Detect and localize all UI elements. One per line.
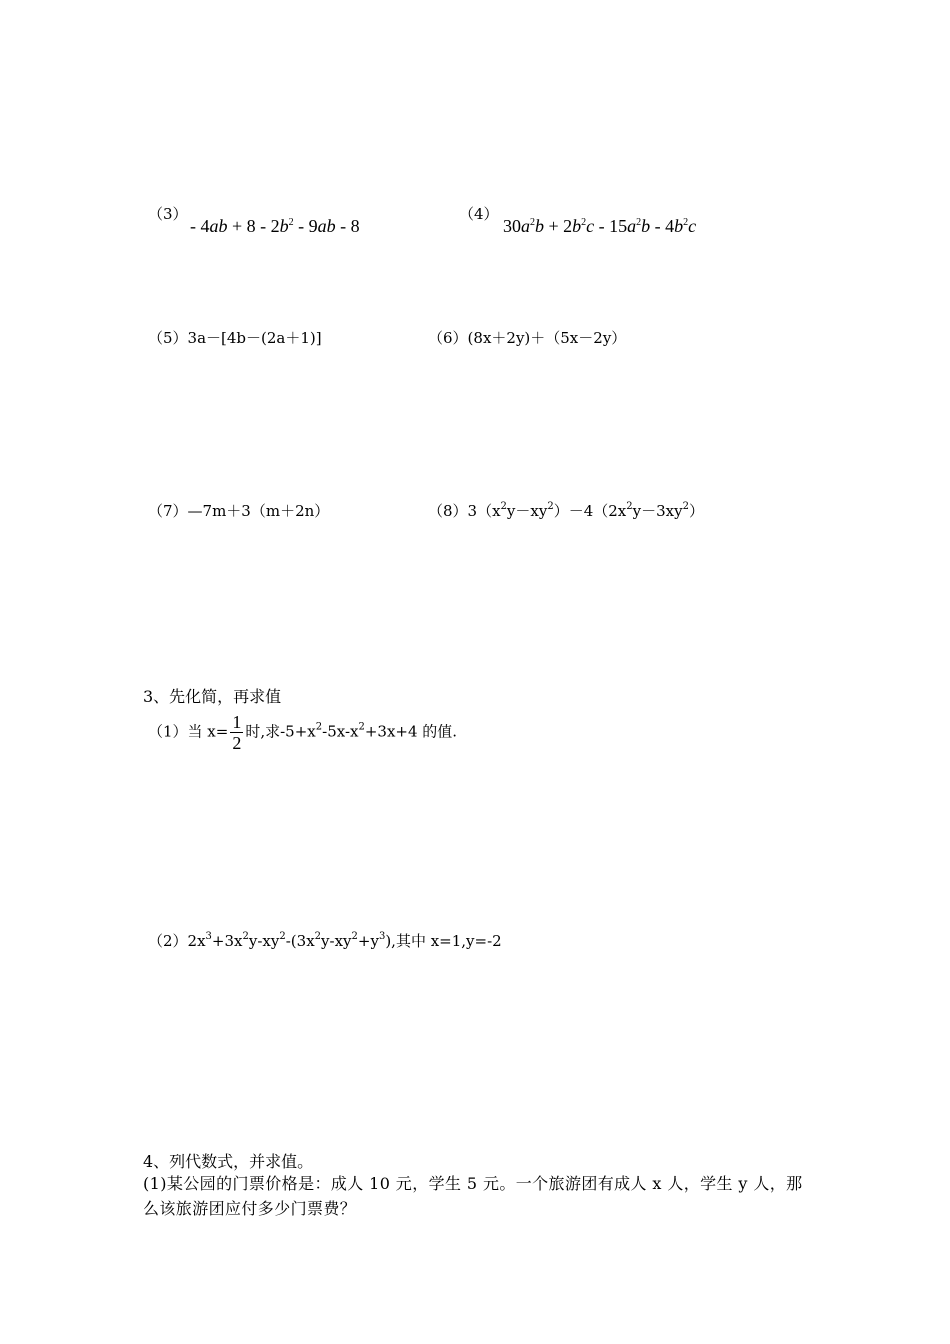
question-6: （6）(8x＋2y)＋（5x－2y） [428,329,627,347]
section-3-problem-2: $(2)2x^3+3x^2y-xy^2-(3x^2y-xy^2+y^3)$,其中 x=1,y=-2 [148,931,502,950]
question-5: （5）3a－[4b－(2a＋1)] [148,329,322,347]
section-4-problem-1: (1)某公园的门票价格是：成人 10 元，学生 5 元。一个旅游团有成人 x 人，学生 y 人，那么该旅游团应付多少门票费？ [143,1174,803,1218]
question-3-expression: - $4ab + 8 - 2b^2 - 9ab - 8$ [190,216,360,236]
question-4-expression: $30a^2b + 2b^2c - 15a^2b - 4b^2c$ [503,216,697,236]
question-7: （7）—7m＋3（m＋2n） [148,502,330,520]
section-4-heading: 4、列代数式，并求值。 [143,1152,314,1171]
fraction-one-half: $\frac{1}{2}$ [232,712,242,753]
question-4-label: （4） [459,205,499,223]
question-8: $(8)3(x^2y-xy^2)-4(2x^2y-3xy^2)$ [428,501,704,520]
section-3-heading: 3、先化简，再求值 [143,687,282,706]
question-3-label: （3） [148,205,188,223]
section-3-problem-1: （1）当 x= $\frac{1}{2}$ 时,求$-5+x^2-5x-x^2+3x+4$ 的值. [148,712,458,753]
